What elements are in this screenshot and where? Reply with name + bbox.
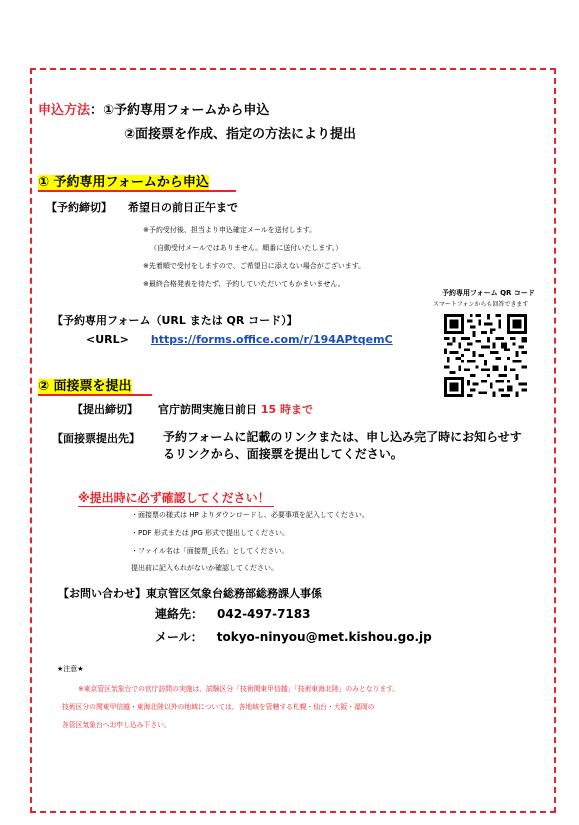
check-item-1: ・面接票の様式は HP よりダウンロードし、必要事項を記入してください。 xyxy=(131,511,369,519)
check-item-3: ・ファイル名は「面接票_氏名」としてください。 xyxy=(131,547,289,555)
submit-dest-line1: 予約フォームに記載のリンクまたは、申し込み完了時にお知らせす xyxy=(163,430,522,444)
qr-code-image[interactable] xyxy=(444,314,527,397)
submit-deadline-value: 官庁訪問実施日前日 xyxy=(158,403,261,416)
phone-number: 042-497-7183 xyxy=(217,607,311,621)
note-2: （自動受付メールではありません。順番に送付いたします。） xyxy=(150,244,343,252)
check-item-2: ・PDF 形式または JPG 形式で提出してください。 xyxy=(131,529,290,537)
url-row xyxy=(86,333,393,346)
section2-deadline xyxy=(72,401,313,417)
phone-label: 連絡先： xyxy=(155,607,204,621)
contact-org: 東京管区気象台総務部総務課人事係 xyxy=(146,587,322,600)
note-1: ※予約受付後、担当より申込確定メールを送付します。 xyxy=(143,226,317,234)
notice-line-3: 各管区気象台へお申し込み下さい。 xyxy=(62,721,171,729)
url-label: <URL> xyxy=(86,333,129,346)
mail-label: メール： xyxy=(155,630,203,644)
contact-label: 【お問い合わせ】 xyxy=(58,587,146,600)
check-item-4: 提出前に記入もれがないか確認してください。 xyxy=(131,564,278,572)
apply-method xyxy=(38,99,269,118)
deadline-value: 希望日の前日正午まで xyxy=(128,201,238,214)
apply-method-label: 申込方法 xyxy=(38,103,91,118)
mail-row xyxy=(155,628,432,645)
check-title: ※提出時に必ず確認してください！ xyxy=(78,489,274,507)
form-label: 【予約専用フォーム（URL または QR コード）】 xyxy=(52,314,298,327)
note-4: ※最終合格発表を待たず、予約していただいてもかまいません。 xyxy=(143,280,345,288)
phone-row xyxy=(155,605,310,622)
submit-dest-label: 【面接票提出先】 xyxy=(52,432,140,445)
notice-title: ★注意★ xyxy=(57,665,84,673)
deadline-label: 【予約締切】 xyxy=(46,201,112,214)
qr-caption: スマートフォンからも回答できます xyxy=(433,301,529,308)
qr-title: 予約専用フォーム QR コード xyxy=(442,289,535,297)
section1-title: ① 予約専用フォームから申込 xyxy=(38,171,236,192)
notice-line-2: 技術区分の関東甲信越・東海北陸以外の地域については、各地域を管轄する札幌・仙台・大阪・福岡の xyxy=(62,703,375,711)
apply-option-1: ①予約専用フォームから申込 xyxy=(103,103,270,118)
section2-title: ② 面接票を提出 xyxy=(38,375,152,396)
notice-line-1: ※東京管区気象台での官庁訪問の実施は、試験区分「技術関東甲信越」「技術東海北陸」のみとなります。 xyxy=(78,685,400,693)
note-3: ※先着順で受付をしますので、ご希望日に添えない場合がございます。 xyxy=(143,262,366,270)
form-url-link[interactable]: https://forms.office.com/r/194APtqemC xyxy=(150,333,393,346)
apply-method-sep: ： xyxy=(90,103,104,118)
submit-dest-line2: るリンクから、面接票を提出してください。 xyxy=(163,447,403,461)
section1-deadline xyxy=(46,199,238,215)
submit-deadline-label: 【提出締切】 xyxy=(72,403,138,416)
contact-row xyxy=(58,585,322,601)
apply-option-2: ②面接票を作成、指定の方法により提出 xyxy=(124,127,357,142)
submit-deadline-time: 15 時まで xyxy=(260,403,313,416)
mail-address[interactable]: tokyo-ninyou@met.kishou.go.jp xyxy=(216,630,432,644)
